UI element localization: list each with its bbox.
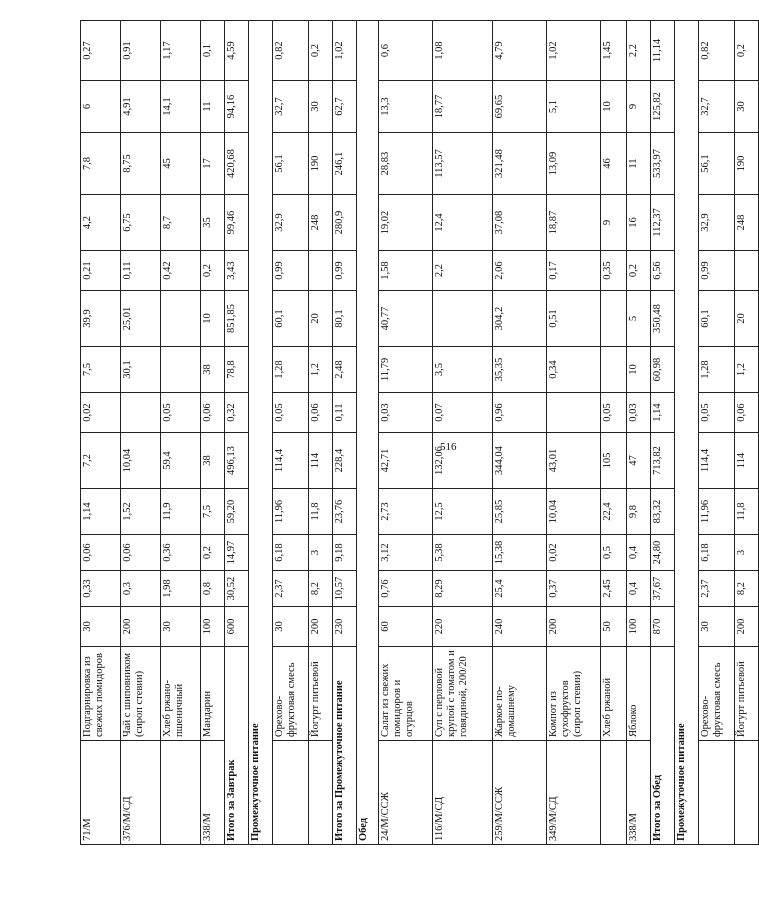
- section-label: Промежуточное питание: [249, 21, 273, 845]
- table-cell: 0,11: [333, 393, 357, 433]
- table-row: [433, 21, 493, 845]
- table-cell: 0,02: [547, 535, 601, 571]
- table-cell: 6,18: [273, 535, 309, 571]
- table-cell: 0,91: [121, 21, 161, 81]
- table-row: [735, 21, 759, 845]
- table-cell: 3,12: [379, 535, 433, 571]
- table-cell: [433, 291, 493, 347]
- dish-name: Подгарнировка из свежих помидоров: [81, 647, 121, 741]
- table-row: [161, 21, 201, 845]
- table-cell: 32,7: [699, 81, 735, 133]
- table-cell: 10: [627, 347, 651, 393]
- table-row: [493, 21, 547, 845]
- table-row: [309, 21, 333, 845]
- table-cell: 1,52: [121, 489, 161, 535]
- table-cell: 0,2: [735, 21, 759, 81]
- table-cell: 7,5: [81, 347, 121, 393]
- table-cell: 17: [201, 133, 225, 195]
- table-cell: 4,91: [121, 81, 161, 133]
- table-cell: 13,3: [379, 81, 433, 133]
- section-label: Обед: [357, 21, 379, 845]
- table-cell: 0,96: [493, 393, 547, 433]
- table-cell: 11: [201, 81, 225, 133]
- table-cell: 344,04: [493, 433, 547, 489]
- table-cell: 220: [433, 607, 493, 647]
- table-cell: 30: [309, 81, 333, 133]
- table-cell: 200: [547, 607, 601, 647]
- table-cell: 0,05: [699, 393, 735, 433]
- table-cell: 10,04: [121, 433, 161, 489]
- table-cell: [161, 347, 201, 393]
- section-row: [357, 21, 379, 845]
- table-cell: 496,13: [225, 433, 249, 489]
- table-cell: 30: [161, 607, 201, 647]
- table-cell: 1,2: [309, 347, 333, 393]
- table-cell: 0,99: [699, 251, 735, 291]
- table-cell: 38: [201, 433, 225, 489]
- table-cell: 78,8: [225, 347, 249, 393]
- table-cell: 350,48: [651, 291, 675, 347]
- table-cell: 2,06: [493, 251, 547, 291]
- table-cell: 230: [333, 607, 357, 647]
- dish-name: Компот из сухофруктов (сироп стевии): [547, 647, 601, 741]
- table-cell: 114,4: [273, 433, 309, 489]
- table-row: [627, 21, 651, 845]
- table-cell: [547, 393, 601, 433]
- table-cell: 14,97: [225, 535, 249, 571]
- table-cell: 10,57: [333, 571, 357, 607]
- table-cell: 0,02: [81, 393, 121, 433]
- table-cell: 114,4: [699, 433, 735, 489]
- table-cell: 240: [493, 607, 547, 647]
- table-cell: 851,85: [225, 291, 249, 347]
- table-cell: 1,58: [379, 251, 433, 291]
- table-cell: 11,8: [735, 489, 759, 535]
- table-cell: 105: [601, 433, 627, 489]
- table-cell: 60,1: [273, 291, 309, 347]
- table-cell: 0,34: [547, 347, 601, 393]
- table-cell: 11: [627, 133, 651, 195]
- table-cell: 62,7: [333, 81, 357, 133]
- table-cell: 114: [735, 433, 759, 489]
- table-cell: 2,45: [601, 571, 627, 607]
- table-cell: 248: [309, 195, 333, 251]
- table-cell: 9,8: [627, 489, 651, 535]
- table-cell: 56,1: [273, 133, 309, 195]
- nutrition-table: [80, 20, 759, 845]
- dish-name: Йогурт питьевой: [735, 647, 759, 741]
- table-cell: 12,5: [433, 489, 493, 535]
- table-cell: 1,45: [601, 21, 627, 81]
- table-cell: 0,05: [601, 393, 627, 433]
- table-cell: 6,56: [651, 251, 675, 291]
- table-cell: 228,4: [333, 433, 357, 489]
- table-cell: 10: [201, 291, 225, 347]
- table-cell: 80,1: [333, 291, 357, 347]
- recipe-code: [273, 741, 309, 845]
- table-cell: 7,2: [81, 433, 121, 489]
- table-cell: 200: [121, 607, 161, 647]
- table-cell: 713,82: [651, 433, 675, 489]
- dish-name: Йогурт питьевой: [309, 647, 333, 741]
- table-cell: 5,38: [433, 535, 493, 571]
- table-cell: 0,05: [273, 393, 309, 433]
- table-cell: 16: [627, 195, 651, 251]
- table-cell: 2,37: [699, 571, 735, 607]
- table-row: [379, 21, 433, 845]
- table-cell: 60,1: [699, 291, 735, 347]
- table-cell: 30: [273, 607, 309, 647]
- table-cell: 18,77: [433, 81, 493, 133]
- table-cell: 3,43: [225, 251, 249, 291]
- dish-name: Орехово-фруктовая смесь: [699, 647, 735, 741]
- table-cell: 6: [81, 81, 121, 133]
- table-cell: [601, 347, 627, 393]
- table-cell: 37,67: [651, 571, 675, 607]
- table-cell: 6,18: [699, 535, 735, 571]
- table-cell: 132,06: [433, 433, 493, 489]
- table-cell: 5: [627, 291, 651, 347]
- table-cell: 69,65: [493, 81, 547, 133]
- table-cell: 112,37: [651, 195, 675, 251]
- table-cell: 8,29: [433, 571, 493, 607]
- table-cell: [161, 291, 201, 347]
- table-cell: 0,11: [121, 251, 161, 291]
- table-cell: 0,35: [601, 251, 627, 291]
- table-cell: 0,32: [225, 393, 249, 433]
- table-cell: 0,2: [309, 21, 333, 81]
- table-cell: 10,04: [547, 489, 601, 535]
- recipe-code: 338/М: [627, 741, 651, 845]
- table-cell: 870: [651, 607, 675, 647]
- table-cell: 11,96: [699, 489, 735, 535]
- table-cell: 9,18: [333, 535, 357, 571]
- table-cell: 39,9: [81, 291, 121, 347]
- recipe-code: [699, 741, 735, 845]
- table-cell: 43,01: [547, 433, 601, 489]
- table-cell: 2,48: [333, 347, 357, 393]
- table-cell: 8,7: [161, 195, 201, 251]
- table-cell: 19,02: [379, 195, 433, 251]
- table-cell: 0,3: [121, 571, 161, 607]
- table-cell: 10: [601, 81, 627, 133]
- table-cell: 83,32: [651, 489, 675, 535]
- table-cell: 37,08: [493, 195, 547, 251]
- table-cell: 0,05: [161, 393, 201, 433]
- recipe-code: 71/М: [81, 741, 121, 845]
- table-cell: 30,52: [225, 571, 249, 607]
- table-row: [81, 21, 121, 845]
- table-cell: 42,71: [379, 433, 433, 489]
- table-cell: 1,08: [433, 21, 493, 81]
- table-cell: 23,76: [333, 489, 357, 535]
- table-cell: 28,83: [379, 133, 433, 195]
- table-cell: 46: [601, 133, 627, 195]
- table-cell: 32,7: [273, 81, 309, 133]
- recipe-code: 116/М/СД: [433, 741, 493, 845]
- table-cell: 25,01: [121, 291, 161, 347]
- table-row: [121, 21, 161, 845]
- table-cell: 1,02: [547, 21, 601, 81]
- table-cell: 0,99: [333, 251, 357, 291]
- table-cell: 1,28: [699, 347, 735, 393]
- table-cell: 2,2: [433, 251, 493, 291]
- table-cell: 18,87: [547, 195, 601, 251]
- recipe-code: 376/М/СД: [121, 741, 161, 845]
- table-cell: 0,36: [161, 535, 201, 571]
- table-cell: 0,21: [81, 251, 121, 291]
- table-cell: 0,2: [627, 251, 651, 291]
- table-body: [81, 21, 759, 845]
- dish-name: Чай с шиповником (сироп стевии): [121, 647, 161, 741]
- table-cell: 321,48: [493, 133, 547, 195]
- table-cell: 0,03: [379, 393, 433, 433]
- recipe-code: [309, 741, 333, 845]
- table-row: [601, 21, 627, 845]
- dish-name: Жаркое по-домашнему: [493, 647, 547, 741]
- table-cell: 2,37: [273, 571, 309, 607]
- table-cell: 9: [627, 81, 651, 133]
- page-number: 516: [440, 441, 457, 453]
- table-cell: 0,2: [201, 251, 225, 291]
- table-cell: 0,06: [121, 535, 161, 571]
- table-cell: 7,8: [81, 133, 121, 195]
- table-cell: 11,14: [651, 21, 675, 81]
- table-cell: 25,85: [493, 489, 547, 535]
- table-cell: 47: [627, 433, 651, 489]
- table-cell: 3: [735, 535, 759, 571]
- table-cell: 1,98: [161, 571, 201, 607]
- table-cell: 113,57: [433, 133, 493, 195]
- table-cell: 0,4: [627, 535, 651, 571]
- total-row: [225, 21, 249, 845]
- table-cell: 11,9: [161, 489, 201, 535]
- table-cell: [121, 393, 161, 433]
- table-cell: 94,16: [225, 81, 249, 133]
- table-cell: 246,1: [333, 133, 357, 195]
- table-cell: 45: [161, 133, 201, 195]
- table-cell: 420,68: [225, 133, 249, 195]
- table-cell: 22,4: [601, 489, 627, 535]
- table-cell: 0,06: [201, 393, 225, 433]
- table-cell: 38: [201, 347, 225, 393]
- recipe-code: 349/М/СД: [547, 741, 601, 845]
- table-cell: 0,82: [273, 21, 309, 81]
- table-cell: 600: [225, 607, 249, 647]
- table-cell: 280,9: [333, 195, 357, 251]
- total-label: Итого за Завтрак: [225, 647, 249, 845]
- table-row: [273, 21, 309, 845]
- section-row: [249, 21, 273, 845]
- table-cell: 5,1: [547, 81, 601, 133]
- table-cell: 8,2: [309, 571, 333, 607]
- table-cell: [735, 251, 759, 291]
- table-row: [547, 21, 601, 845]
- table-cell: 9: [601, 195, 627, 251]
- table-cell: 200: [735, 607, 759, 647]
- table-cell: 20: [735, 291, 759, 347]
- table-cell: 6,75: [121, 195, 161, 251]
- table-cell: 60: [379, 607, 433, 647]
- table-cell: 1,28: [273, 347, 309, 393]
- dish-name: Орехово-фруктовая смесь: [273, 647, 309, 741]
- table-cell: 35: [201, 195, 225, 251]
- table-row: [201, 21, 225, 845]
- table-cell: 1,17: [161, 21, 201, 81]
- dish-name: Хлеб ржано-пшеничный: [161, 647, 201, 741]
- table-cell: 0,8: [201, 571, 225, 607]
- table-cell: 35,35: [493, 347, 547, 393]
- dish-name: Хлеб ржаной: [601, 647, 627, 741]
- table-cell: 25,4: [493, 571, 547, 607]
- table-cell: 0,17: [547, 251, 601, 291]
- table-cell: 11,96: [273, 489, 309, 535]
- dish-name: Яблоко: [627, 647, 651, 741]
- table-cell: 12,4: [433, 195, 493, 251]
- total-label: Итого за Обед: [651, 647, 675, 845]
- table-cell: 100: [201, 607, 225, 647]
- total-row: [333, 21, 357, 845]
- table-cell: 30: [699, 607, 735, 647]
- table-cell: 0,82: [699, 21, 735, 81]
- table-cell: 4,59: [225, 21, 249, 81]
- table-cell: 0,37: [547, 571, 601, 607]
- recipe-code: [161, 741, 201, 845]
- table-cell: 40,77: [379, 291, 433, 347]
- recipe-code: 338/М: [201, 741, 225, 845]
- recipe-code: 259/М/ССЖ: [493, 741, 547, 845]
- section-row: [675, 21, 699, 845]
- section-label: Промежуточное питание: [675, 21, 699, 845]
- table-cell: 0,42: [161, 251, 201, 291]
- table-cell: 0,5: [601, 535, 627, 571]
- table-cell: 11,79: [379, 347, 433, 393]
- table-cell: 3,5: [433, 347, 493, 393]
- table-cell: 59,20: [225, 489, 249, 535]
- table-cell: 0,07: [433, 393, 493, 433]
- table-cell: 0,06: [309, 393, 333, 433]
- dish-name: Мандарин: [201, 647, 225, 741]
- table-cell: 0,27: [81, 21, 121, 81]
- table-cell: 0,1: [201, 21, 225, 81]
- table-row: [699, 21, 735, 845]
- table-cell: 99,46: [225, 195, 249, 251]
- table-cell: 60,98: [651, 347, 675, 393]
- table-cell: 190: [735, 133, 759, 195]
- table-cell: 190: [309, 133, 333, 195]
- table-cell: 4,2: [81, 195, 121, 251]
- recipe-code: [735, 741, 759, 845]
- table-cell: 304,2: [493, 291, 547, 347]
- table-cell: 0,06: [735, 393, 759, 433]
- table-cell: 14,1: [161, 81, 201, 133]
- dish-name: Салат из свежих помидоров и огурцов: [379, 647, 433, 741]
- table-cell: 7,5: [201, 489, 225, 535]
- table-cell: 0,06: [81, 535, 121, 571]
- table-cell: 3: [309, 535, 333, 571]
- table-cell: 1,2: [735, 347, 759, 393]
- total-label: Итого за Промежуточное питание: [333, 647, 357, 845]
- table-cell: [601, 291, 627, 347]
- total-row: [651, 21, 675, 845]
- table-cell: 1,14: [651, 393, 675, 433]
- recipe-code: 24/М/ССЖ: [379, 741, 433, 845]
- table-cell: 20: [309, 291, 333, 347]
- table-cell: 30: [81, 607, 121, 647]
- recipe-code: [601, 741, 627, 845]
- table-cell: 8,2: [735, 571, 759, 607]
- table-cell: 248: [735, 195, 759, 251]
- table-cell: 0,33: [81, 571, 121, 607]
- dish-name: Суп с перловой крупой с томатом и говядиной, 200/20: [433, 647, 493, 741]
- table-cell: 32,9: [273, 195, 309, 251]
- table-cell: 30,1: [121, 347, 161, 393]
- table-cell: 200: [309, 607, 333, 647]
- table-cell: 2,2: [627, 21, 651, 81]
- table-cell: 13,09: [547, 133, 601, 195]
- table-cell: 1,02: [333, 21, 357, 81]
- table-cell: 4,79: [493, 21, 547, 81]
- table-cell: 0,03: [627, 393, 651, 433]
- table-cell: 0,76: [379, 571, 433, 607]
- table-cell: 100: [627, 607, 651, 647]
- table-cell: 50: [601, 607, 627, 647]
- table-cell: [309, 251, 333, 291]
- table-cell: 0,2: [201, 535, 225, 571]
- table-cell: 24,80: [651, 535, 675, 571]
- table-cell: 533,97: [651, 133, 675, 195]
- table-cell: 2,73: [379, 489, 433, 535]
- table-cell: 1,14: [81, 489, 121, 535]
- table-cell: 59,4: [161, 433, 201, 489]
- table-cell: 0,6: [379, 21, 433, 81]
- table-cell: 125,82: [651, 81, 675, 133]
- table-cell: 8,75: [121, 133, 161, 195]
- table-cell: 11,8: [309, 489, 333, 535]
- table-cell: 15,38: [493, 535, 547, 571]
- table-cell: 0,4: [627, 571, 651, 607]
- table-cell: 56,1: [699, 133, 735, 195]
- table-cell: 32,9: [699, 195, 735, 251]
- table-cell: 0,99: [273, 251, 309, 291]
- table-cell: 30: [735, 81, 759, 133]
- table-cell: 0,51: [547, 291, 601, 347]
- table-cell: 114: [309, 433, 333, 489]
